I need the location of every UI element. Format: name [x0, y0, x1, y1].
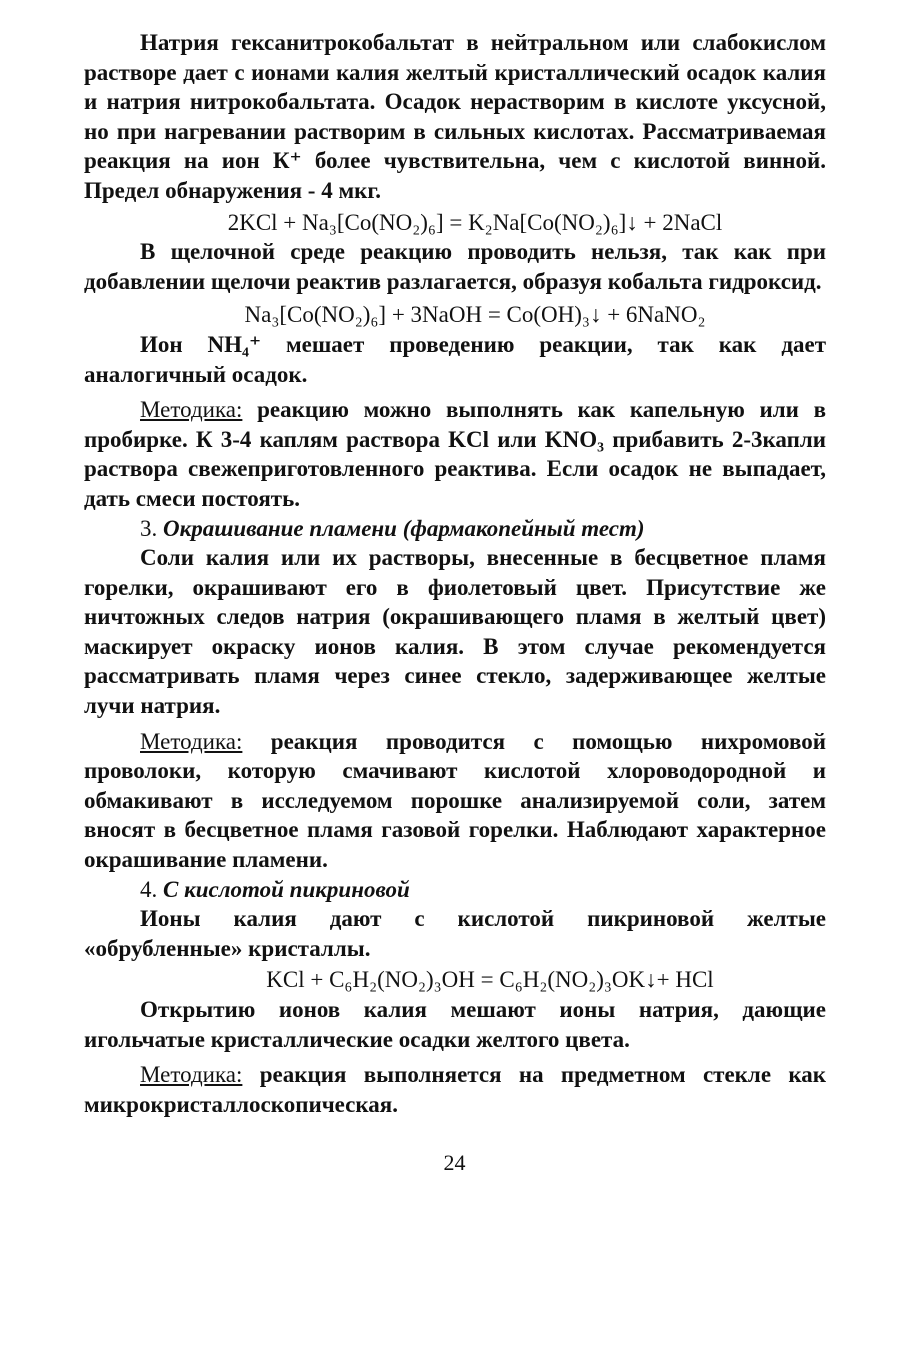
- equation-1: 2KCl + Na₃[Co(NO₂)₆] = K₂Na[Co(NO₂)₆]↓ + 2NaCl: [227, 209, 723, 235]
- paragraph-ammonium: Ион NH₄⁺ мешает проведению реакции, так как дает аналогичный осадок.: [84, 331, 826, 387]
- paragraph-sodium-interference: Открытию ионов калия мешают ионы натрия, дающие игольчатые кристаллические осадки желтого цвета.: [84, 997, 826, 1052]
- method-label: Методика:: [140, 728, 243, 754]
- paragraph-alkaline: В щелочной среде реакцию проводить нельзя, так как при добавлении щелочи реактив разлагается, образуя кобальта гидроксид.: [84, 239, 826, 294]
- method-label: Методика:: [140, 1062, 243, 1088]
- page-number: 24: [443, 1150, 466, 1175]
- method-label: Методика:: [140, 397, 243, 423]
- equation-3: KCl + C₆H₂(NO₂)₃OH = C₆H₂(NO₂)₃OK↓+ HCl: [266, 967, 714, 993]
- section-heading-3: [84, 514, 826, 544]
- method-1: [84, 395, 826, 513]
- paragraph-flame: Соли калия или их растворы, внесенные в бесцветное пламя горелки, окрашивают его в фиолетовый цвет. Присутствие же ничтожных следов натрия (окрашивающего пламя в желтый цвет) маскирует окраску ионов калия. В этом случае рекомендуется рассматривать пламя через синее стекло, задерживающее желтые лучи натрия.: [84, 545, 826, 719]
- section-number: 3.: [140, 515, 163, 541]
- method-text: реакция выполняется на предметном стекле как микрокристаллоскопическая.: [84, 1062, 826, 1117]
- section-title: Окрашивание пламени (фармакопейный тест): [163, 515, 645, 541]
- paragraph-intro: Натрия гексанитрокобальтат в нейтральном или слабокислом растворе дает с ионами калия желтый кристаллический осадок калия и натрия нитрокобальтата. Осадок нерастворим в кислоте уксусной, но при нагревании растворим в сильных кислотах. Рассматриваемая реакция на ион К⁺ более чувствительна, чем с кислотой винной. Предел обнаружения - 4 мкг.: [84, 30, 826, 203]
- section-number: 4.: [140, 876, 163, 902]
- method-text: реакцию можно выполнять как капельную или в пробирке. К 3-4 каплям раствора KCl или KNO₃ прибавить 2-3капли раствора свежеприготовленного реактива. Если осадок не выпадает, дать смеси постоять.: [84, 397, 826, 511]
- document-body: [84, 28, 826, 1119]
- section-heading-4: [84, 875, 826, 905]
- method-text: реакция проводится с помощью нихромовой проволоки, которую смачивают кислотой хлороводородной и обмакивают в исследуемом порошке анализируемой соли, затем вносят в бесцветное пламя газовой горелки. Наблюдают характерное окрашивание пламени.: [84, 728, 826, 873]
- equation-2: Na₃[Co(NO₂)₆] + 3NaOH = Co(OH)₃↓ + 6NaNO₂: [244, 302, 706, 328]
- paragraph-picric: Ионы калия дают с кислотой пикриновой желтые «обрубленные» кристаллы.: [84, 906, 826, 961]
- method-3: [84, 1060, 826, 1119]
- method-2: [84, 727, 826, 875]
- section-title: С кислотой пикриновой: [163, 876, 410, 902]
